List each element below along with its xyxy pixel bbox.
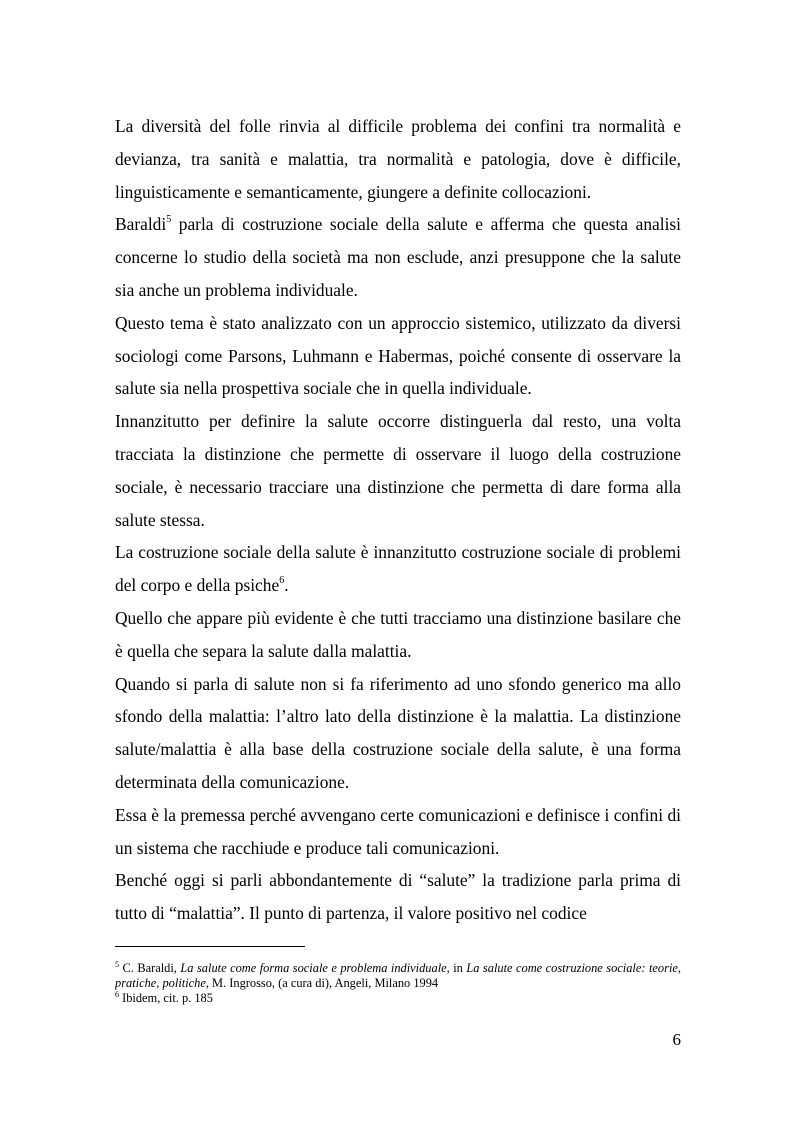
footnote-separator [115, 946, 305, 947]
footnote-number: 6 [115, 990, 119, 999]
footnote-number: 5 [115, 960, 119, 969]
footnote-6 [115, 991, 681, 1006]
paragraph [115, 208, 681, 306]
footnote-text: in [449, 961, 467, 975]
footnote-5 [115, 961, 681, 991]
footnote-text: Ibidem, cit. p. 185 [119, 991, 213, 1005]
paragraph-text: . [284, 575, 289, 596]
footnote-ref[interactable]: 6 [279, 575, 285, 587]
paragraph-text: parla di costruzione sociale della salute e afferma che questa analisi concerne lo studio della società ma non esclude, anzi presuppone che la salute sia anche un problema individuale. [115, 214, 681, 300]
footnotes [115, 961, 681, 1006]
paragraph: Quello che appare più evidente è che tutti tracciamo una distinzione basilare che è quella che separa la salute dalla malattia. [115, 607, 681, 661]
paragraph: Quando si parla di salute non si fa riferimento ad uno sfondo generico ma allo sfondo della malattia: l’altro lato della distinzione è la malattia. La distinzione salute/malattia è alla base della costruzione sociale della salute, è una forma determinata della comunicazione. [115, 673, 681, 792]
paragraph: Questo tema è stato analizzato con un approccio sistemico, utilizzato da diversi sociologi come Parsons, Luhmann e Habermas, poiché consente di osservare la salute sia nella prospettiva sociale che in quella individuale. [115, 312, 681, 399]
paragraph: Essa è la premessa perché avvengano certe comunicazioni e definisce i confini di un sistema che racchiude e produce tali comunicazioni. [115, 804, 681, 858]
footnote-ref[interactable]: 5 [166, 214, 172, 226]
paragraph [115, 536, 681, 602]
paragraph: Benché oggi si parli abbondantemente di “salute” la tradizione parla prima di tutto di “malattia”. Il punto di partenza, il valore positivo nel codice [115, 870, 681, 924]
paragraph-text: Baraldi [115, 214, 167, 235]
paragraph: Innanzitutto per definire la salute occorre distinguerla dal resto, una volta tracciata la distinzione che permette di osservare il luogo della costruzione sociale, è necessario tracciare una distinzione che permetta di dare forma alla salute stessa. [115, 411, 681, 530]
page-number: 6 [672, 1030, 681, 1049]
paragraph-text: La costruzione sociale della salute è innanzitutto costruzione sociale di problemi del corpo e della psiche [115, 542, 681, 596]
footnote-author: C. Baraldi, [119, 961, 181, 975]
footnote-text: , M. Ingrosso, (a cura di), Angeli, Milano 1994 [205, 976, 439, 990]
footnote-book: La salute come costruzione sociale: teorie, pratiche, politiche [115, 961, 681, 990]
body-text [115, 110, 681, 930]
paragraph: La diversità del folle rinvia al difficile problema dei confini tra normalità e devianza, tra sanità e malattia, tra normalità e patologia, dove è difficile, linguisticamente e semanticamente, giungere a definite collocazioni. [115, 116, 681, 202]
footnote-title: La salute come forma sociale e problema individuale, [180, 961, 450, 975]
